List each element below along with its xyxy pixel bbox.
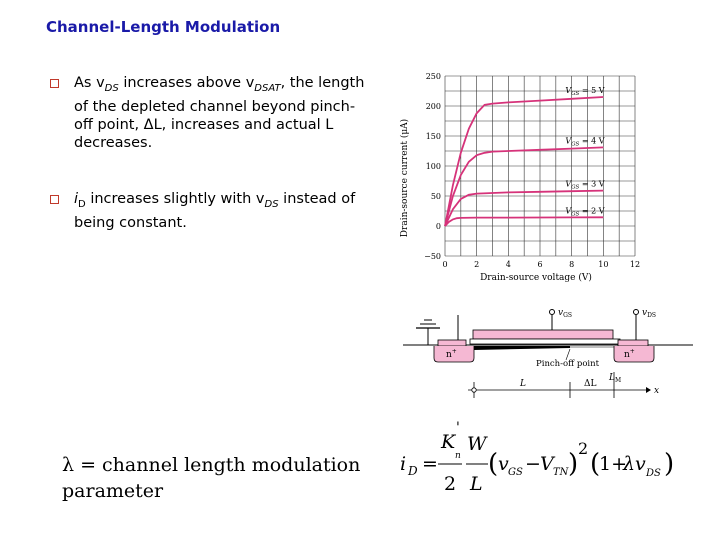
series-label: $V_{GS} = 5$ V [565, 86, 605, 97]
drain-current-equation [398, 420, 698, 510]
series-label: $V_{GS} = 4$ V [565, 136, 605, 148]
mosfet-cross-section [398, 300, 698, 420]
y-tick-label: 150 [425, 132, 441, 141]
eq-one-plus: 1+ [599, 453, 628, 475]
eq-exp2: 2 [578, 439, 589, 458]
drain-n-plus-label: n+ [624, 348, 635, 360]
slide-title: Channel-Length Modulation [46, 18, 281, 36]
bullet1-post: , the length of the depleted channel beyond pinch-off point, ΔL, increases and actual L decreases. [74, 75, 365, 151]
bullet1-mid: increases above v [118, 75, 255, 91]
x-tick-label: 0 [442, 260, 448, 269]
y-axis-label: Drain-source current (μA) [400, 118, 410, 238]
eq-L: L [470, 473, 483, 495]
eq-lparen: ( [488, 449, 499, 479]
bullet2-sub2: DS [264, 198, 279, 210]
eq-iD: i [400, 453, 407, 475]
bullet1-sub1: DS [104, 82, 119, 94]
eq-prime: ' [456, 420, 460, 436]
eq-n: n [455, 451, 461, 461]
eq-W: W [467, 433, 487, 455]
x-tick-label: 8 [569, 260, 575, 269]
y-tick-label: −50 [424, 252, 441, 261]
bullet2-mid: increases slightly with v [85, 190, 265, 207]
L-label: L [520, 379, 526, 389]
eq-vGS: v [498, 453, 509, 475]
drain-contact [618, 340, 648, 346]
vds-label: $v_{DS}$ [642, 308, 657, 319]
x-tick-label: 6 [537, 260, 543, 269]
bullet-item-1 [50, 74, 370, 152]
eq-iD-sub: D [408, 464, 418, 478]
x-axis-var: x [654, 386, 660, 396]
bullet2-pre: i [74, 190, 79, 207]
y-tick-label: 50 [430, 192, 441, 201]
gate-oxide [470, 339, 620, 344]
vgs-terminal-icon [550, 310, 555, 315]
x-tick-label: 10 [598, 260, 609, 269]
iv-characteristic-chart [395, 68, 665, 288]
square-bullet-icon [50, 79, 59, 88]
eq-equals: = [422, 453, 438, 475]
y-tick-label: 200 [425, 102, 441, 111]
x-axis-label: Drain-source voltage (V) [480, 273, 592, 283]
square-bullet-icon [50, 195, 59, 204]
bullet1-pre: As v [74, 75, 105, 91]
chart-labels [565, 86, 604, 217]
x-tick-label: 12 [629, 260, 641, 269]
eq-two: 2 [444, 473, 457, 495]
source-n-plus-label: n+ [446, 348, 457, 360]
vds-terminal-icon [634, 310, 639, 315]
series-label: $V_{GS} = 3$ V [565, 179, 605, 191]
LM-label: $L_M$ [609, 373, 622, 384]
eq-lparen2: ( [590, 449, 601, 479]
eq-VTN: V [540, 453, 554, 475]
eq-lambda-v: λv [623, 453, 646, 475]
eq-rparen: ) [568, 449, 579, 479]
y-tick-label: 100 [425, 162, 441, 171]
y-tick-label: 0 [435, 222, 441, 231]
chart-grid [445, 76, 635, 256]
eq-minus: − [525, 453, 541, 475]
x-tick-label: 4 [505, 260, 511, 269]
bullet-list [50, 74, 370, 270]
eq-VTN-sub: TN [553, 467, 569, 478]
bullet2-post: instead of being constant. [74, 190, 356, 231]
eq-rparen2: ) [664, 449, 675, 479]
pinch-off-label: Pinch-off point [536, 359, 600, 369]
dL-label: ΔL [584, 379, 597, 389]
vgs-label: $v_{GS}$ [558, 308, 572, 319]
inversion-channel [474, 346, 570, 350]
source-contact [438, 340, 466, 346]
gate-plate [473, 330, 613, 339]
bullet2-sub1: D [78, 198, 86, 210]
eq-vDS-sub: DS [646, 468, 661, 479]
lambda-definition: λ = channel length modulation parameter [62, 454, 361, 502]
eq-vGS-sub: GS [508, 467, 523, 478]
bullet-item-2 [50, 190, 370, 232]
bullet1-sub2: DSAT [254, 82, 281, 94]
series-label: $V_{GS} = 2$ V [565, 206, 605, 218]
y-tick-label: 250 [425, 72, 441, 81]
eq-K: K [441, 431, 456, 453]
x-tick-label: 2 [474, 260, 480, 269]
